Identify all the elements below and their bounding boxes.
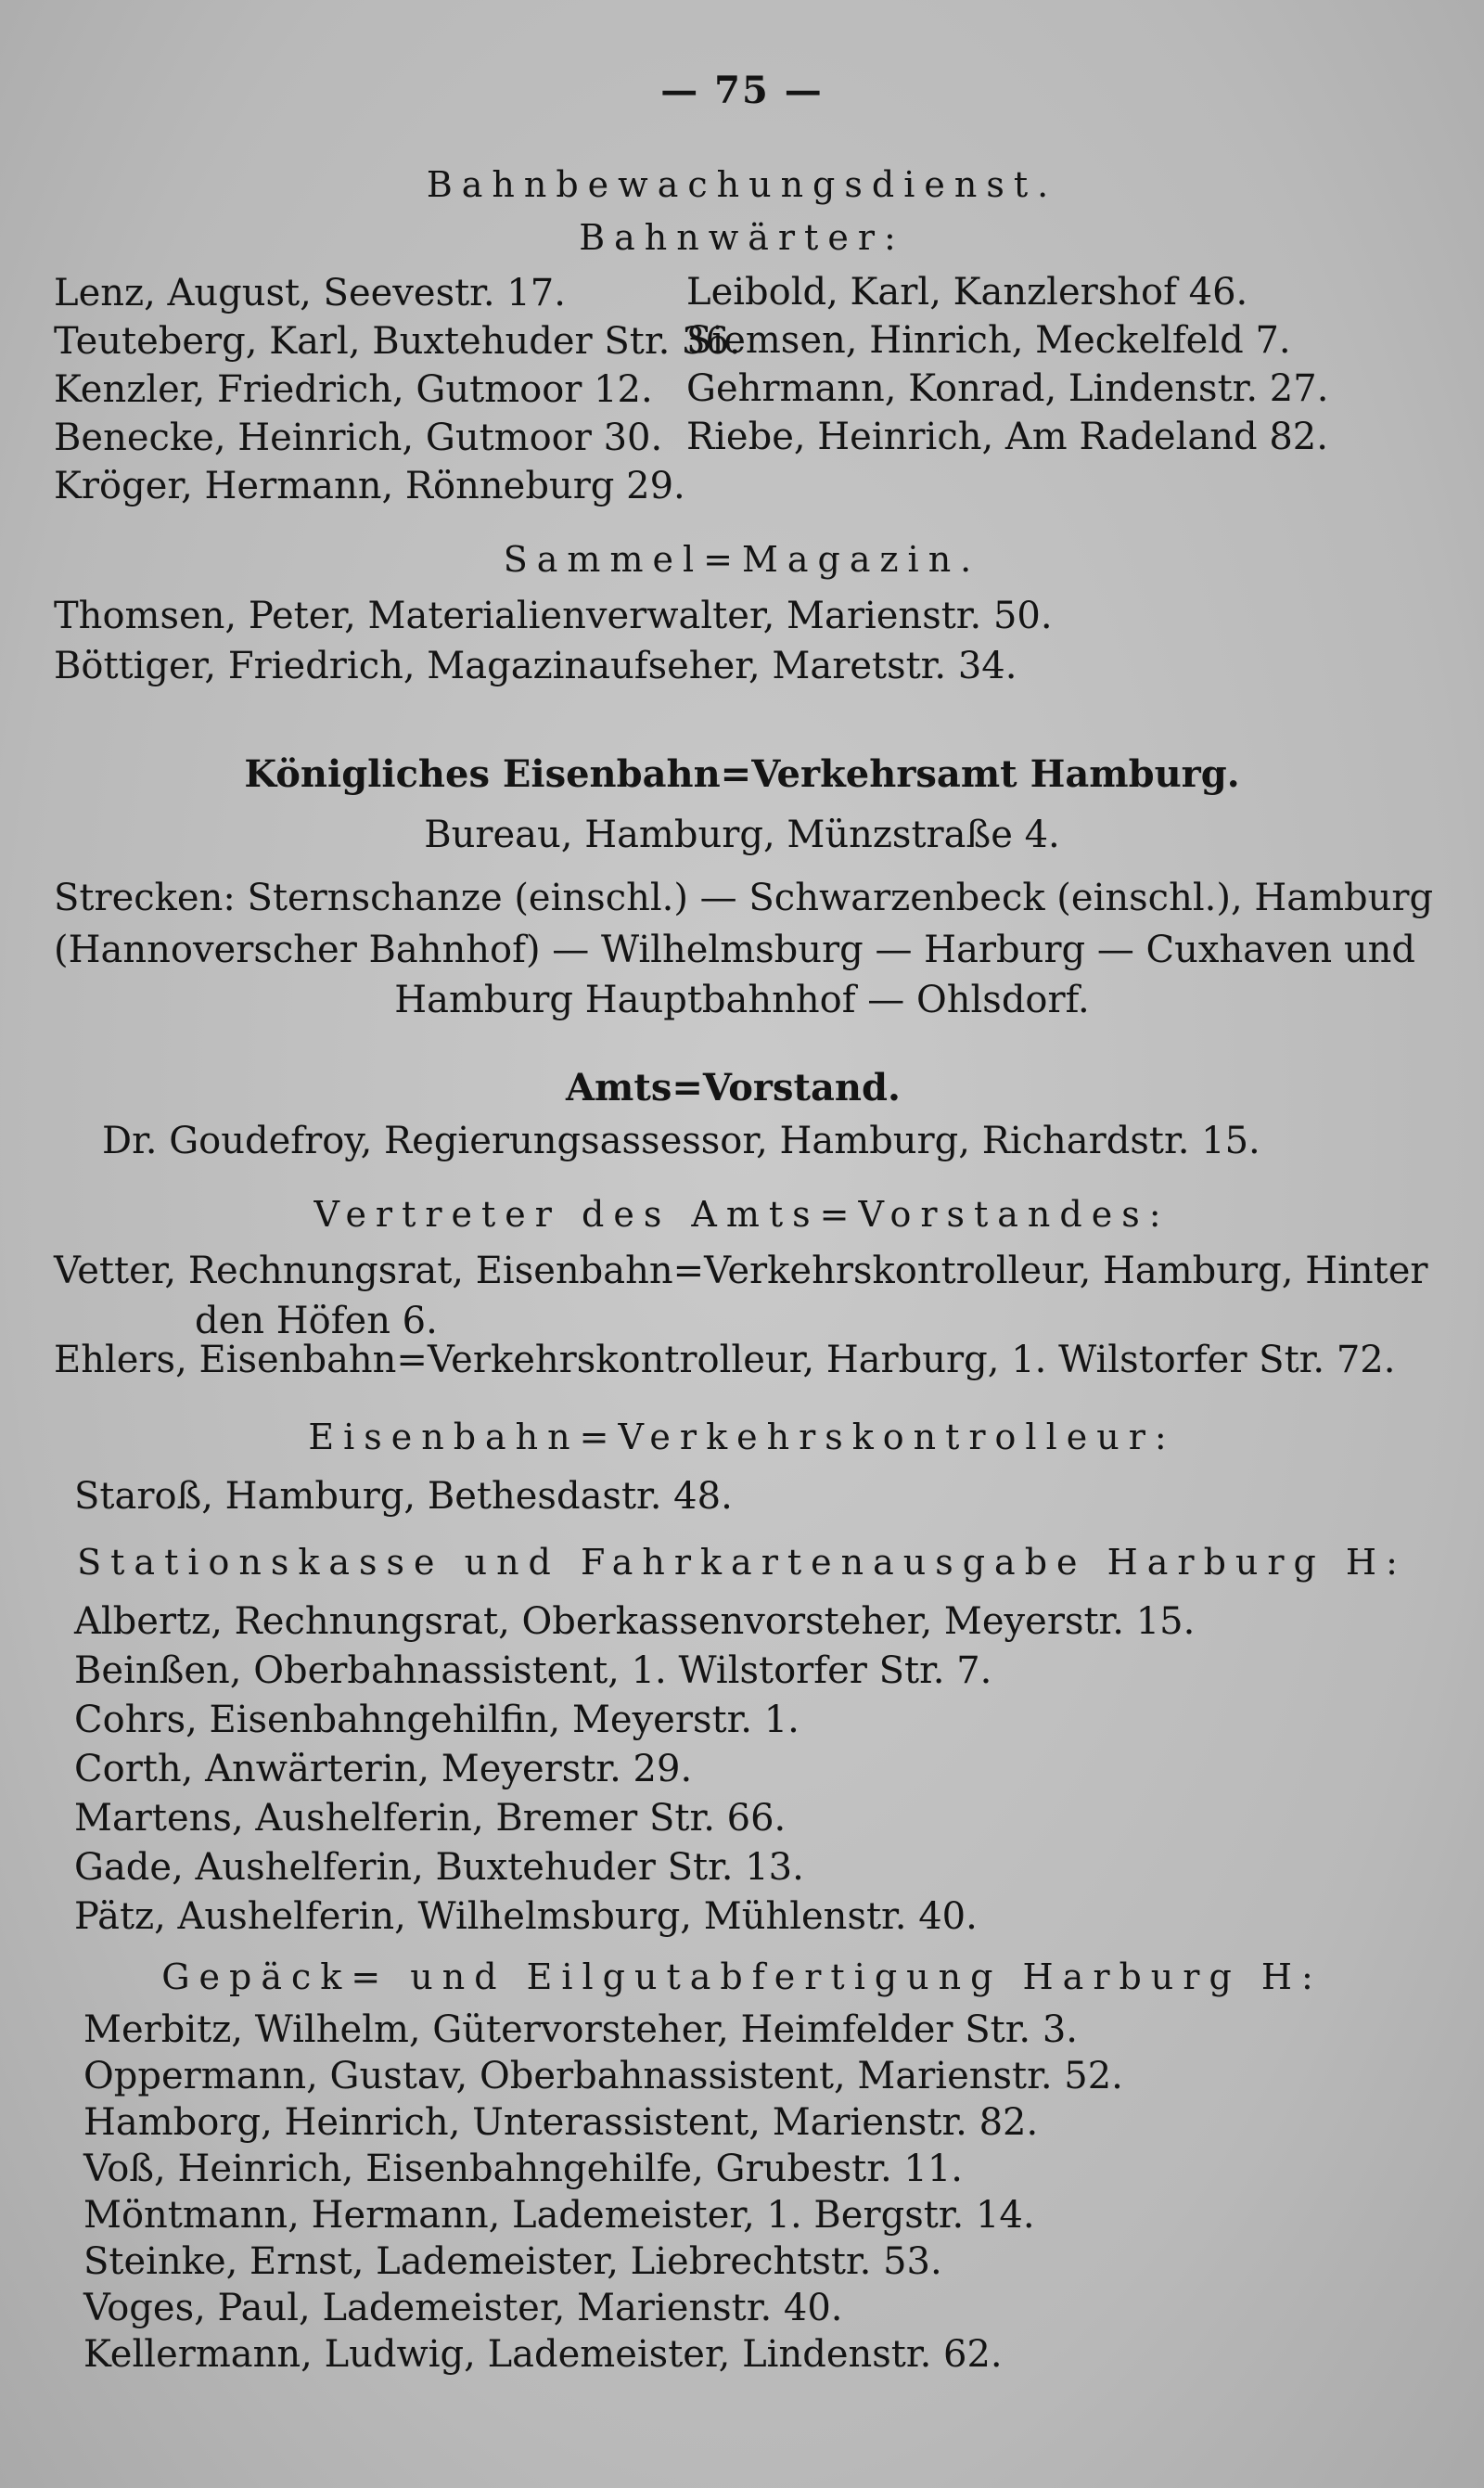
section-title-stationskasse: Stationskasse und Fahrkartenausgabe Harburg H: [77, 1542, 1407, 1583]
page-number: — 75 — [660, 69, 824, 112]
section-title-vertreter: Vertreter des Amts=Vorstandes: [313, 1194, 1171, 1235]
list-item-continuation: den Höfen 6. [195, 1300, 438, 1342]
strecken-line: Strecken: Sternschanze (einschl.) — Schwarzenbeck (einschl.), Hamburg [54, 877, 1434, 919]
list-item: Staroß, Hamburg, Bethesdastr. 48. [74, 1475, 733, 1518]
subsection-title-bahnwaerter: Bahnwärter: [579, 217, 905, 258]
list-item: Vetter, Rechnungsrat, Eisenbahn=Verkehrskontrolleur, Hamburg, Hinter [54, 1250, 1428, 1292]
list-item: Voges, Paul, Lademeister, Marienstr. 40. [83, 2287, 843, 2329]
list-item: Oppermann, Gustav, Oberbahnassistent, Marienstr. 52. [83, 2055, 1123, 2097]
strecken-line: Hamburg Hauptbahnhof — Ohlsdorf. [394, 979, 1090, 1021]
bureau-address: Bureau, Hamburg, Münzstraße 4. [424, 814, 1060, 856]
list-item: Lenz, August, Seevestr. 17. [54, 272, 566, 314]
list-item: Martens, Aushelferin, Bremer Str. 66. [74, 1797, 787, 1840]
list-item: Voß, Heinrich, Eisenbahngehilfe, Grubestr. 11. [83, 2148, 964, 2190]
list-item: Hamborg, Heinrich, Unterassistent, Marienstr. 82. [83, 2101, 1039, 2144]
section-title-kontrolleur: Eisenbahn=Verkehrskontrolleur: [308, 1417, 1176, 1457]
list-item: Kellermann, Ludwig, Lademeister, Lindenstr. 62. [83, 2333, 1003, 2376]
list-item: Möntmann, Hermann, Lademeister, 1. Bergstr. 14. [83, 2194, 1035, 2237]
section-title-amts-vorstand: Amts=Vorstand. [566, 1066, 901, 1109]
list-item: Merbitz, Wilhelm, Gütervorsteher, Heimfelder Str. 3. [83, 2008, 1079, 2051]
section-title-verkehrsamt: Königliches Eisenbahn=Verkehrsamt Hamburg. [244, 752, 1240, 796]
list-item: Siemsen, Hinrich, Meckelfeld 7. [686, 319, 1291, 362]
list-item: Gehrmann, Konrad, Lindenstr. 27. [686, 367, 1329, 410]
list-item: Gade, Aushelferin, Buxtehuder Str. 13. [74, 1846, 804, 1889]
strecken-line: (Hannoverscher Bahnhof) — Wilhelmsburg — Harburg — Cuxhaven und [54, 929, 1415, 971]
list-item: Böttiger, Friedrich, Magazinaufseher, Maretstr. 34. [54, 645, 1017, 687]
list-item: Cohrs, Eisenbahngehilfin, Meyerstr. 1. [74, 1699, 800, 1741]
section-title-bahnbewachung: Bahnbewachungsdienst. [426, 164, 1058, 205]
list-item: Benecke, Heinrich, Gutmoor 30. [54, 417, 663, 459]
list-item: Riebe, Heinrich, Am Radeland 82. [686, 416, 1328, 458]
list-item: Dr. Goudefroy, Regierungsassessor, Hamburg, Richardstr. 15. [102, 1120, 1260, 1162]
list-item: Beinßen, Oberbahnassistent, 1. Wilstorfer Str. 7. [74, 1649, 992, 1692]
list-item: Pätz, Aushelferin, Wilhelmsburg, Mühlenstr. 40. [74, 1895, 978, 1938]
section-title-gepaeck: Gepäck= und Eilgutabfertigung Harburg H: [161, 1956, 1323, 1997]
list-item: Thomsen, Peter, Materialienverwalter, Marienstr. 50. [54, 595, 1053, 637]
list-item: Albertz, Rechnungsrat, Oberkassenvorsteher, Meyerstr. 15. [74, 1600, 1196, 1643]
list-item: Teuteberg, Karl, Buxtehuder Str. 36. [54, 320, 741, 363]
list-item: Leibold, Karl, Kanzlershof 46. [686, 271, 1248, 314]
section-title-sammel-magazin: Sammel=Magazin. [503, 539, 981, 580]
list-item: Steinke, Ernst, Lademeister, Liebrechtstr. 53. [83, 2240, 942, 2283]
list-item: Kenzler, Friedrich, Gutmoor 12. [54, 368, 653, 411]
list-item: Kröger, Hermann, Rönneburg 29. [54, 465, 685, 507]
list-item: Ehlers, Eisenbahn=Verkehrskontrolleur, Harburg, 1. Wilstorfer Str. 72. [54, 1339, 1396, 1381]
list-item: Corth, Anwärterin, Meyerstr. 29. [74, 1748, 693, 1790]
